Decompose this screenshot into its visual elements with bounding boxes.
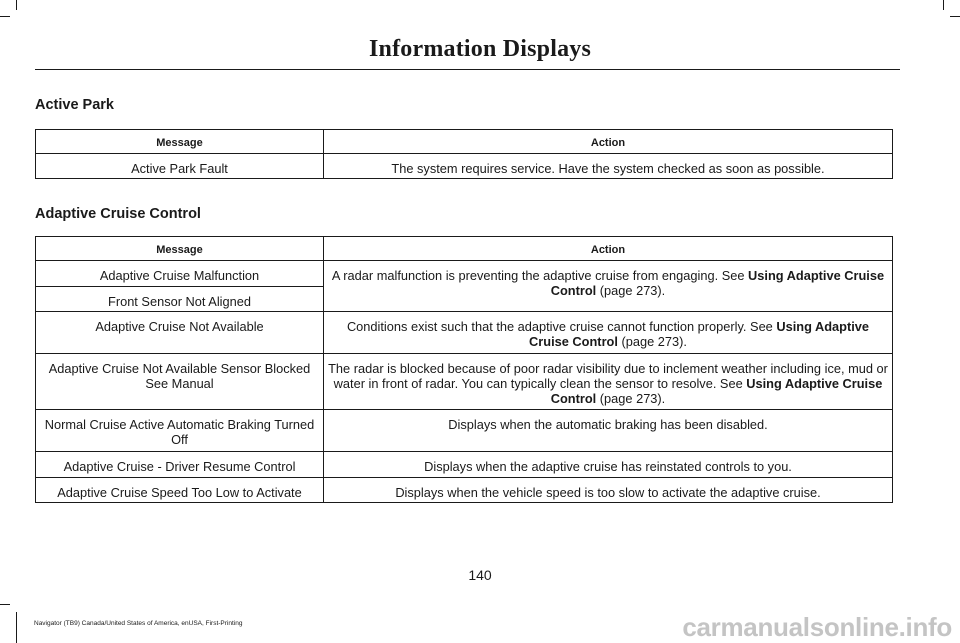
watermark: carmanualsonline.info <box>682 612 952 642</box>
cross-reference-link[interactable]: Using Adaptive Cruise Control <box>550 376 883 406</box>
crop-mark-top-left-v <box>16 0 17 10</box>
adaptive-cruise-table <box>35 236 893 503</box>
message-cell: Active Park Fault <box>36 154 324 179</box>
page-reference: (page 273). <box>596 391 666 406</box>
message-cell: Front Sensor Not Aligned <box>36 287 324 312</box>
action-cell <box>324 312 893 354</box>
message-cell: Adaptive Cruise Not Available <box>36 312 324 354</box>
action-text: The radar is blocked because of poor radar visibility due to inclement weather including ice, mud or water in front of radar. You can typically clean the sensor to resolve. See <box>328 361 888 391</box>
table-row <box>36 410 893 452</box>
table-row <box>36 354 893 410</box>
action-cell: Displays when the automatic braking has been disabled. <box>324 410 893 452</box>
active-park-table <box>35 129 893 179</box>
column-header-message: Message <box>36 237 324 261</box>
action-cell: The system requires service. Have the system checked as soon as possible. <box>324 154 893 179</box>
crop-mark-top-right-v <box>943 0 944 10</box>
table-row <box>36 261 893 287</box>
action-cell: Displays when the adaptive cruise has reinstated controls to you. <box>324 452 893 478</box>
message-cell: Adaptive Cruise Not Available Sensor Blocked See Manual <box>36 354 324 410</box>
crop-mark-bottom-left-h <box>0 604 10 605</box>
crop-mark-top-right-h <box>950 16 960 17</box>
message-cell: Normal Cruise Active Automatic Braking Turned Off <box>36 410 324 452</box>
action-text: A radar malfunction is preventing the adaptive cruise from engaging. See <box>331 268 745 283</box>
page-reference: (page 273). <box>617 334 687 349</box>
footer-edition-text: Navigator (TB9) Canada/United States of America, enUSA, First-Printing <box>34 620 243 627</box>
header-divider <box>35 69 900 70</box>
section-title-active-park: Active Park <box>35 97 114 113</box>
table-row <box>36 478 893 503</box>
action-cell <box>324 354 893 410</box>
section-title-adaptive-cruise-control: Adaptive Cruise Control <box>35 206 201 222</box>
table-header-row <box>36 130 893 154</box>
table-row <box>36 312 893 354</box>
page-number: 140 <box>468 567 492 583</box>
message-cell: Adaptive Cruise Malfunction <box>36 261 324 287</box>
column-header-message: Message <box>36 130 324 154</box>
action-cell: Displays when the vehicle speed is too slow to activate the adaptive cruise. <box>324 478 893 503</box>
table-header-row <box>36 237 893 261</box>
cross-reference-link[interactable]: Using Adaptive Cruise Control <box>529 319 870 349</box>
page-title: Information Displays <box>368 36 592 62</box>
table-row <box>36 154 893 179</box>
column-header-action: Action <box>324 237 893 261</box>
page-reference: (page 273). <box>596 283 666 298</box>
crop-mark-top-left-h <box>0 16 10 17</box>
column-header-action: Action <box>324 130 893 154</box>
table-row <box>36 452 893 478</box>
crop-mark-bottom-left-v <box>16 612 17 643</box>
message-cell: Adaptive Cruise Speed Too Low to Activate <box>36 478 324 503</box>
action-cell <box>324 261 893 312</box>
cross-reference-link[interactable]: Using Adaptive Cruise Control <box>550 268 885 298</box>
message-cell: Adaptive Cruise - Driver Resume Control <box>36 452 324 478</box>
action-text: Conditions exist such that the adaptive cruise cannot function properly. See <box>346 319 773 334</box>
